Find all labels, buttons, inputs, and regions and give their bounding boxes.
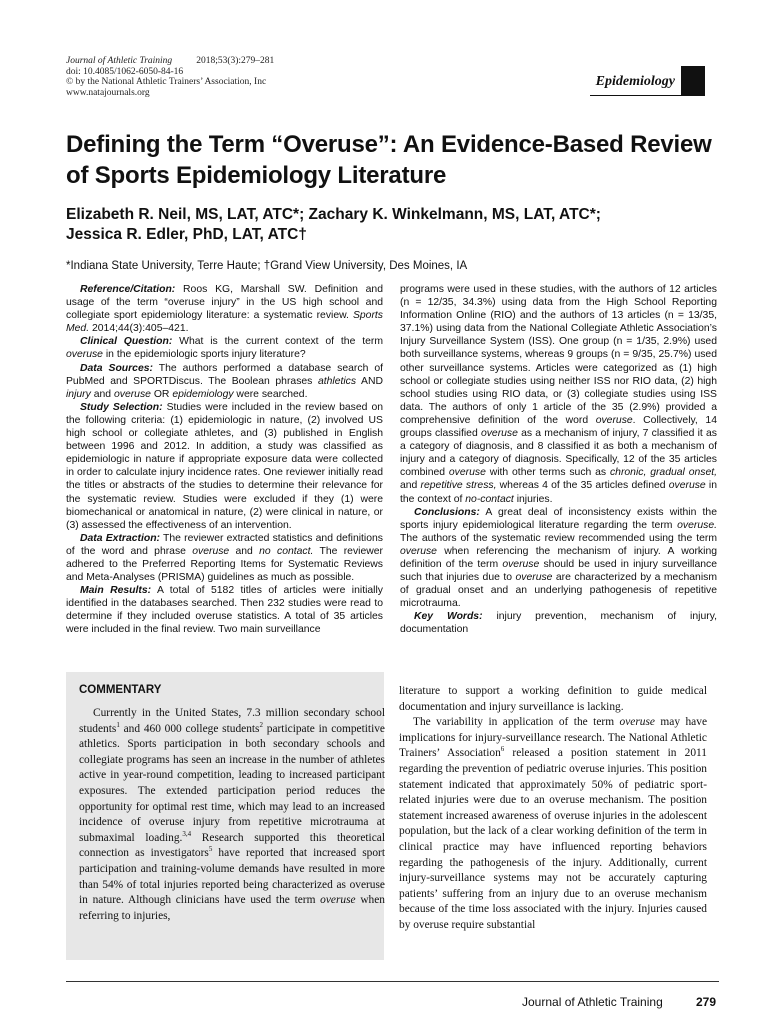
abstract-left-column — [66, 283, 383, 637]
clinical-question: Clinical Question: What is the current context of the term overuse in the epidemiologic sports injury literature? — [66, 336, 383, 361]
journal-url: www.natajournals.org — [66, 87, 150, 98]
commentary-continued: literature to support a working definition to guide medical documentation and injury surveillance is lacking. — [399, 685, 707, 713]
authors-line-1: Elizabeth R. Neil, MS, LAT, ATC*; Zachary K. Winkelmann, MS, LAT, ATC*; — [66, 206, 601, 223]
page-number: 279 — [696, 995, 717, 1009]
data-extraction: Data Extraction: The reviewer extracted statistics and definitions of the word and phrase overuse and no contact. The reviewer adhered to the Preferred Reporting Items for Systematic Reviews and Meta-Analyses (PRISMA) guidelines as much as possible. — [66, 532, 383, 584]
main-results: Main Results: A total of 5182 titles of articles were initially identified in the databases searched. Then 232 studies were read to determine if they included overuse statistics. A total of 35 articles were included in the final review. Two main surveillance — [66, 585, 383, 636]
reference-citation: Reference/Citation: Roos KG, Marshall SW. Definition and usage of the term “overuse injury” in the US high school and collegiate sport epidemiology literature: a systematic review. Sports Med. 2014;44(3):405–421. — [66, 284, 383, 335]
journal-header — [66, 56, 274, 98]
abstract-right-column — [400, 283, 717, 637]
commentary-heading: COMMENTARY — [79, 684, 162, 696]
authors-line-2: Jessica R. Edler, PhD, LAT, ATC† — [66, 226, 307, 243]
data-sources: Data Sources: The authors performed a database search of PubMed and SPORTDiscus. The Boolean phrases athletics AND injury and overuse OR epidemiology were searched. — [66, 362, 384, 400]
commentary-paragraph-2: The variability in application of the term overuse may have implications for injury-surveillance research. The National Athletic Trainers’ Association$^6$ released a position statement in 2011 regarding the prevention of pediatric overuse injuries. This position statement indicated that approximately 50% of pediatric sport-related injuries were due to an overuse mechanism. The position statement increased awareness of overuse injuries in the adolescent population, but the lack of a clear working definition of the term in clinical practice may have influenced reporting behaviors regarding the pathogenesis of the injury. Additionally, current injury-surveillance systems may not be accurately capturing patients’ suffering from an injury due to an overuse mechanism because of the time loss associated with the injury. Injuries caused by overuse require substantial — [399, 716, 707, 931]
main-results-continued: programs were used in these studies, with the authors of 12 articles (n = 12/35, 34.3%) using data from the High School Reporting Information Online (RIO) and the authors of 13 articles (n = 13/35, 37.1%) using data from the National Collegiate Athletic Association’s Injury Surveillance System (ISS). One group (n = 1/35, 2.9%) used both surveillance systems, whereas 9 groups (n = 9/35, 25.7%) used other surveillance systems. Articles were categorized as (1) high school or collegiate studies using neither ISS nor RIO data, (2) high school studies using RIO data, or (3) collegiate studies using ISS data. The authors of only 1 article of the 35 (2.9%) provided a comprehensive definition of the word overuse. Collectively, 14 groups classified overuse as a mechanism of injury, 7 classified it as a category of diagnosis, and 8 classified it as both a mechanism of injury and a category of diagnosis. Specifically, 12 of the 35 articles combined overuse with other terms such as chronic, gradual onset, and repetitive stress, whereas 4 of the 35 articles defined overuse in the context of no-contact injuries. — [400, 284, 717, 505]
doi: doi: 10.4085/1062-6050-84-16 — [66, 66, 184, 77]
section-bar — [681, 66, 705, 96]
key-words: Key Words: injury prevention, mechanism of injury, documentation — [400, 611, 717, 636]
author-list — [66, 205, 726, 245]
copyright: © by the National Athletic Trainers’ Association, Inc — [66, 77, 267, 88]
footer-rule — [66, 981, 719, 982]
commentary-paragraph-1: Currently in the United States, 7.3 million secondary school students$^1$ and 460 000 college students$^2$ participate in competitive athletics. Sports participation in both secondary schools and collegiate programs has seen an increase in the number of athletes active in year-round competition, leading to increased participant exposures. The extended participation period reduces the opportunity for optimal rest time, which may lead to an increased incidence of overuse injury from repetitive microtrauma at submaximal loading.$^{3,4}$ Research supported this theoretical connection as investigators$^5$ have reported that increased sport participation and training-volume demands have resulted in more than 54% of total injuries reported being characterized as overuse in nature. Although clinicians have used the term overuse when referring to injuries, — [79, 707, 386, 922]
volume-info: 2018;53(3):279–281 — [196, 56, 275, 66]
commentary-left-column — [79, 706, 385, 924]
affiliation: *Indiana State University, Terre Haute; †Grand View University, Des Moines, IA — [66, 260, 468, 272]
section-label: Epidemiology — [595, 74, 675, 89]
footer-journal: Journal of Athletic Training — [522, 995, 663, 1009]
section-rule — [590, 95, 681, 97]
conclusions: Conclusions: A great deal of inconsistency exists within the sports injury epidemiological literature regarding the term overuse. The authors of the systematic review recommended using the term overuse when referencing the mechanism of injury. A working definition of the term overuse should be used in injury surveillance such that injuries due to overuse are characterized by a mechanism of gradual onset and an underlying pathogenesis of repetitive microtrauma. — [400, 506, 717, 610]
section-tag — [590, 66, 705, 96]
study-selection: Study Selection: Studies were included in the review based on the following criteria: (1) epidemiologic in nature, (2) involved US high school or collegiate athletes, and (3) published in English between 1996 and 2012. In addition, a study was classified as epidemiologic in nature if appropriate exposure data were collected in order to calculate injury incidence rates. One reviewer initially read the titles or abstracts of the studies to determine their relevance for the systematic review. Studies were excluded if they (1) were biomechanical or anatomical in nature, (2) were clinical in nature, or (3) assessed the effectiveness of an intervention. — [66, 401, 384, 531]
article-title: Defining the Term “Overuse”: An Evidence-Based Review of Sports Epidemiology Literature — [66, 131, 712, 189]
commentary-right-column — [399, 684, 707, 934]
journal-name: Journal of Athletic Training — [66, 56, 173, 66]
